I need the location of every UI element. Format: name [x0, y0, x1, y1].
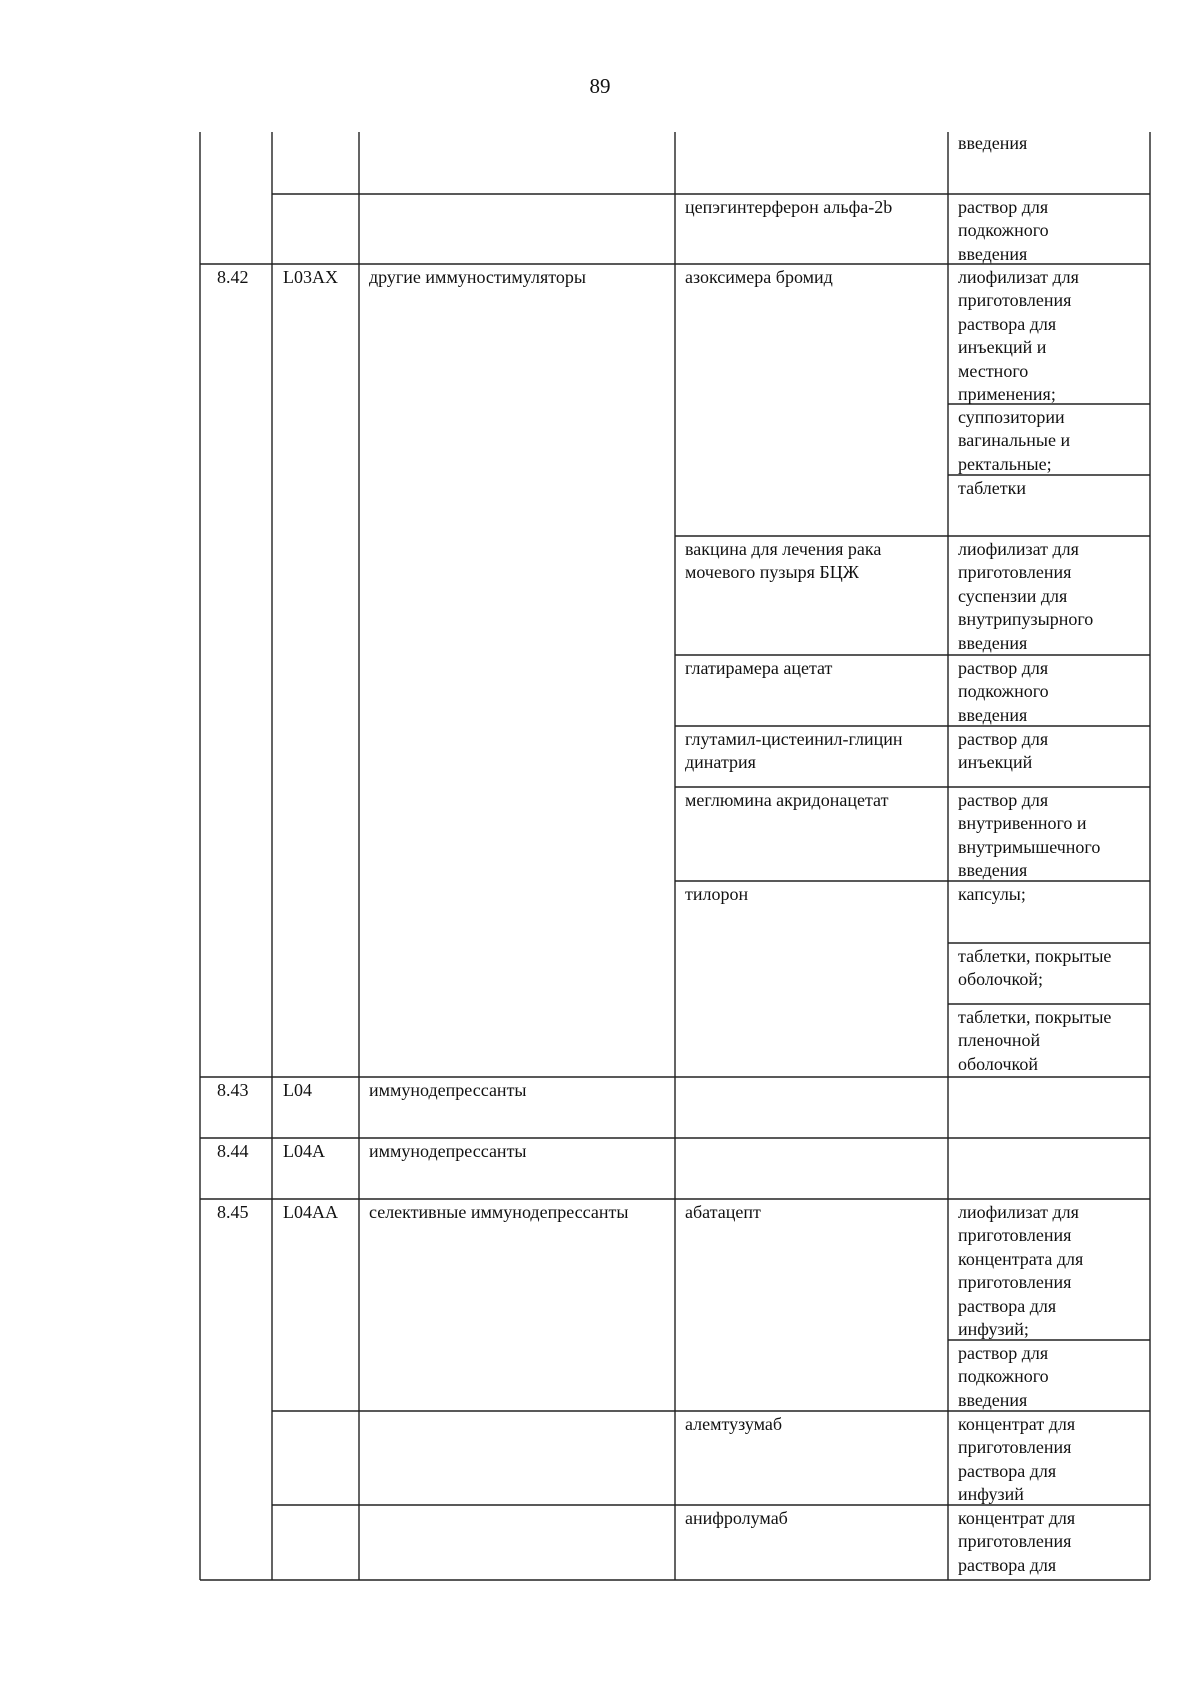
drug-cell: цепэгинтерферон альфа-2b — [685, 197, 893, 217]
form-cell: концентрат для приготовления раствора для — [958, 1508, 1076, 1575]
form-cell: введения — [958, 133, 1028, 153]
atc-code: L04 — [283, 1080, 312, 1100]
form-cell: лиофилизат для приготовления суспензии для внутрипузырного введения — [958, 539, 1094, 653]
form-cell: суппозитории вагинальные и ректальные; — [958, 407, 1071, 474]
form-cell: раствор для подкожного введения — [958, 197, 1049, 264]
atc-code: L04AA — [283, 1202, 338, 1222]
form-cell: таблетки, покрытые оболочкой; — [958, 946, 1112, 990]
drug-cell: абатацепт — [685, 1202, 761, 1222]
drug-cell: глатирамера ацетат — [685, 658, 833, 678]
drug-cell: тилорон — [685, 884, 749, 904]
row-number: 8.43 — [217, 1080, 249, 1100]
drug-cell: азоксимера бромид — [685, 267, 833, 287]
drug-cell: меглюмина акридонацетат — [685, 790, 889, 810]
group-name: иммунодепрессанты — [369, 1141, 527, 1161]
form-cell: лиофилизат для приготовления раствора для инъекций и местного применения; — [958, 267, 1079, 405]
form-cell: таблетки, покрытые пленочной оболочкой — [958, 1007, 1112, 1074]
row-number: 8.42 — [217, 267, 249, 287]
form-cell: раствор для инъекций — [958, 729, 1049, 773]
drug-cell: глутамил-цистеинил-глицин динатрия — [685, 729, 903, 773]
atc-code: L04A — [283, 1141, 325, 1161]
drug-cell: вакцина для лечения рака мочевого пузыря БЦЖ — [685, 539, 882, 583]
form-cell: раствор для подкожного введения — [958, 658, 1049, 725]
form-cell: капсулы; — [958, 884, 1026, 904]
group-name: иммунодепрессанты — [369, 1080, 527, 1100]
group-name: другие иммуностимуляторы — [369, 267, 586, 287]
form-cell: раствор для подкожного введения — [958, 1343, 1049, 1410]
form-cell: раствор для внутривенного и внутримышечного введения — [958, 790, 1101, 881]
group-name: селективные иммунодепрессанты — [369, 1202, 629, 1222]
form-cell: концентрат для приготовления раствора для инфузий — [958, 1414, 1076, 1505]
drug-cell: анифролумаб — [685, 1508, 788, 1528]
row-number: 8.45 — [217, 1202, 249, 1222]
atc-code: L03AX — [283, 267, 338, 287]
drug-cell: алемтузумаб — [685, 1414, 783, 1434]
page-number: 89 — [589, 74, 611, 98]
row-number: 8.44 — [217, 1141, 249, 1161]
form-cell: лиофилизат для приготовления концентрата для приготовления раствора для инфузий; — [958, 1202, 1084, 1340]
form-cell: таблетки — [958, 478, 1027, 498]
